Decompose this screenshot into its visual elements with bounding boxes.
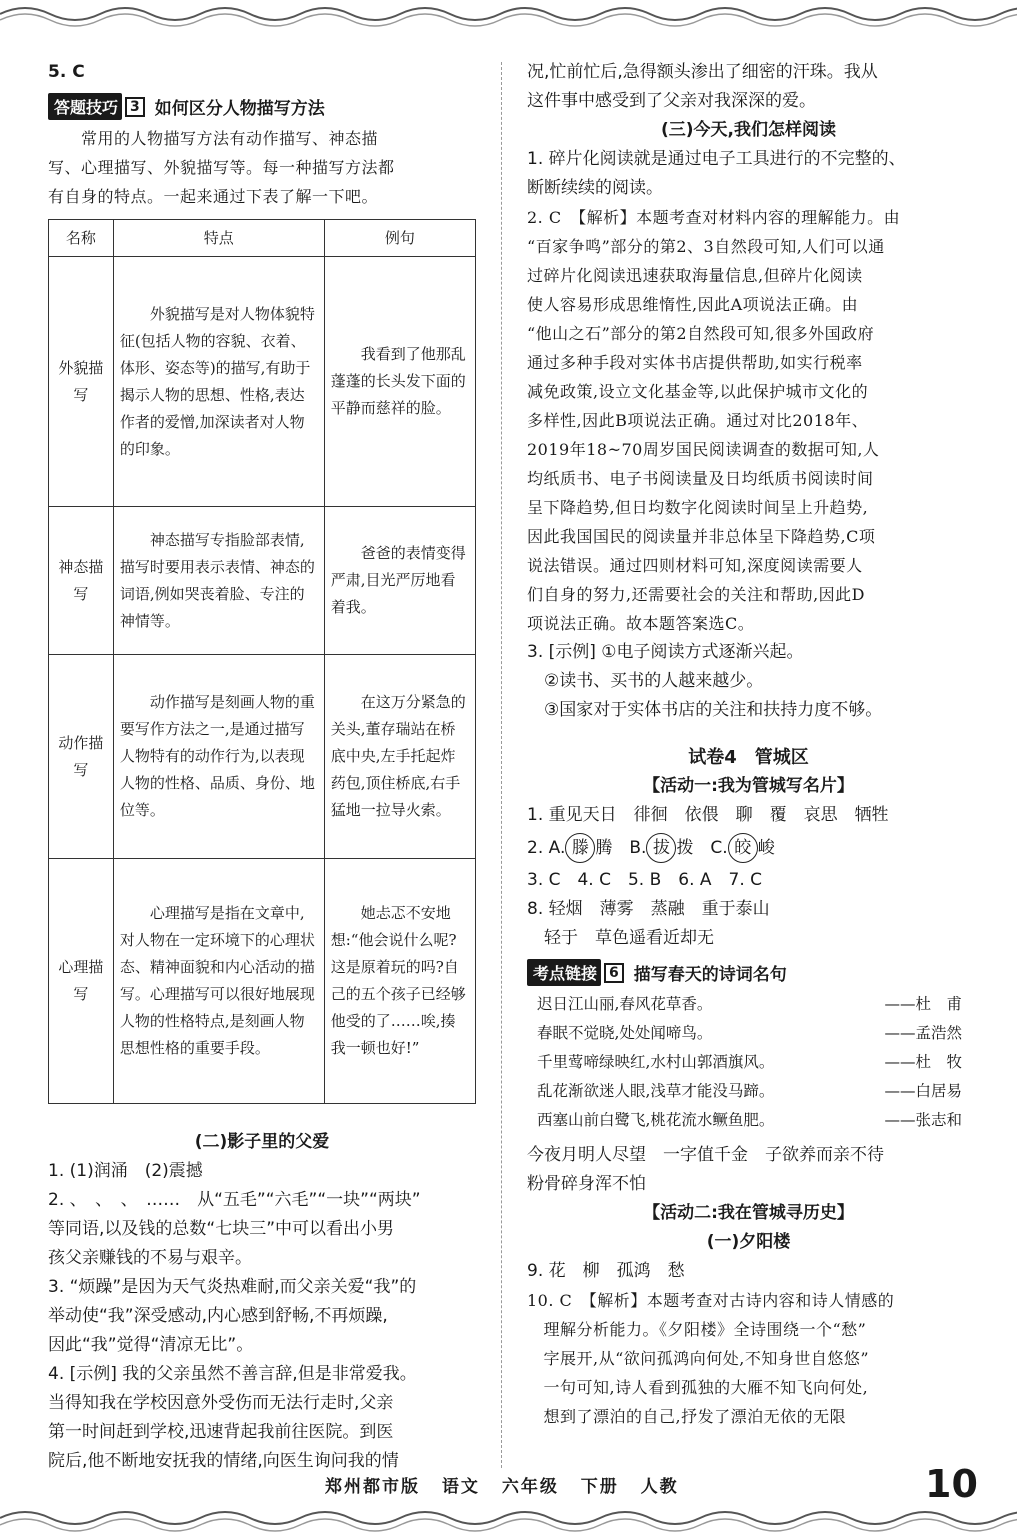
r-answer-1: 1. 碎片化阅读就是通过电子工具进行的不完整的、 断断续续的阅读。 bbox=[527, 149, 906, 198]
p-answer-8: 8. 轻烟 薄雾 蒸融 重于泰山 轻于 草色遥看近却无 bbox=[527, 899, 770, 948]
tip-tag: 考点链接 bbox=[527, 959, 601, 986]
circled-char: 皎 bbox=[728, 833, 758, 863]
answer-3: 3. “烦躁”是因为天气炎热难耐,而父亲关爱“我”的 举动使“我”深受感动,内心感到舒畅,不再烦躁, 因此“我”觉得“清凉无比”。 bbox=[48, 1277, 417, 1355]
activity1-title: 【活动一:我为管城写名片】 bbox=[643, 776, 854, 796]
poem-list bbox=[527, 990, 970, 1135]
tip-tag: 答题技巧 bbox=[48, 93, 122, 120]
tip-banner-3 bbox=[48, 93, 476, 120]
p-answer-10: 10. C 【解析】本题考查对古诗内容和诗人情感的 理解分析能力。《夕阳楼》全诗围绕一个“愁” 字展开,从“欲问孤鸿向何处,不知身世自悠悠” 一句可知,诗人看到孤独的大雁不知飞向何处, 想到了漂泊的自己,抒发了漂泊无依的无限 bbox=[527, 1291, 895, 1426]
description-methods-table bbox=[48, 219, 476, 1104]
row-name: 心理描写 bbox=[49, 859, 114, 1104]
table-row bbox=[49, 859, 476, 1104]
left-column bbox=[48, 58, 476, 1476]
activity2-title: 【活动二:我在管城寻历史】 bbox=[643, 1203, 854, 1223]
r-answer-3: 3. [示例] ①电子阅读方式逐渐兴起。 ②读书、买书的人越来越少。 ③国家对于实体书店的关注和扶持力度不够。 bbox=[527, 642, 883, 720]
answer-q5: 5. C bbox=[48, 62, 85, 82]
row-example: 她忐忑不安地想:“他会说什么呢?这是原着玩的吗?自己的五个孩子已经够他受的了……唉,揍我一顿也好!” bbox=[324, 859, 475, 1104]
p-answer-1: 1. 重见天日 徘徊 依偎 聊 覆 哀思 牺牲 bbox=[527, 805, 889, 825]
row-feature: 外貌描写是对人物体貌特征(包括人物的容貌、衣着、体形、姿态等)的描写,有助于揭示人物的思想、性格,表达作者的爱憎,加深读者对人物的印象。 bbox=[113, 257, 324, 507]
extra-quotes: 今夜月明人尽望 一字值千金 子欲养而亲不待 粉骨碎身浑不怕 bbox=[527, 1145, 884, 1194]
tip-title: 如何区分人物描写方法 bbox=[154, 99, 325, 119]
poem-line: 千里莺啼绿映红,水村山郭酒旗风。 ——杜 牧 bbox=[537, 1053, 962, 1071]
row-feature: 动作描写是刻画人物的重要写作方法之一,是通过描写人物特有的动作行为,以表现人物的性格、品质、身份、地位等。 bbox=[113, 655, 324, 859]
column-divider bbox=[501, 62, 502, 1468]
edition-meta: 郑州都市版 语文 六年级 下册 人教 bbox=[325, 1477, 679, 1497]
header-example: 例句 bbox=[324, 220, 475, 257]
row-example: 在这万分紧急的关头,董存瑞站在桥底中央,左手托起炸药包,顶住桥底,右手猛地一拉导火索。 bbox=[324, 655, 475, 859]
top-wave-border bbox=[0, 0, 1017, 28]
page-footer bbox=[0, 1462, 1017, 1506]
p-answer-9: 9. 花 柳 孤鸿 愁 bbox=[527, 1261, 685, 1281]
poem-line: 春眠不觉晓,处处闻啼鸟。 ——孟浩然 bbox=[537, 1024, 962, 1042]
row-example: 爸爸的表情变得严肃,目光严厉地看着我。 bbox=[324, 507, 475, 655]
answer-4-continued: 况,忙前忙后,急得额头渗出了细密的汗珠。我从 这件事中感受到了父亲对我深深的爱。 bbox=[527, 62, 878, 111]
circled-char: 滕 bbox=[565, 833, 595, 863]
poem-line: 乱花渐欲迷人眼,浅草才能没马蹄。 ——白居易 bbox=[537, 1082, 962, 1100]
right-column bbox=[527, 58, 970, 1431]
row-example: 我看到了他那乱蓬蓬的长头发下面的平静而慈祥的脸。 bbox=[324, 257, 475, 507]
row-name: 外貌描写 bbox=[49, 257, 114, 507]
subsection1-title: (一)夕阳楼 bbox=[706, 1232, 791, 1252]
answer-1: 1. (1)润涌 (2)震撼 bbox=[48, 1161, 203, 1181]
p-answer-3-7: 3. C 4. C 5. B 6. A 7. C bbox=[527, 870, 763, 890]
page-number: 10 bbox=[925, 1462, 978, 1506]
answer-2: 2. 、 、 、 …… 从“五毛”“六毛”“一块”“两块” 等同语,以及钱的总数“七块三”中可以看出小男 孩父亲赚钱的不易与艰辛。 bbox=[48, 1190, 421, 1268]
table-header-row bbox=[49, 220, 476, 257]
row-name: 动作描写 bbox=[49, 655, 114, 859]
table-row bbox=[49, 507, 476, 655]
circled-char: 拔 bbox=[646, 833, 676, 863]
tip-intro: 常用的人物描写方法有动作描写、神态描 写、心理描写、外貌描写等。每一种描写方法都 有自身的特点。一起来通过下表了解一下吧。 bbox=[48, 129, 395, 206]
tip-number: 6 bbox=[604, 963, 624, 983]
r-answer-2: 2. C 【解析】本题考查对材料内容的理解能力。由 “百家争鸣”部分的第2、3自然段可知,人们可以通 过碎片化阅读迅速获取海量信息,但碎片化阅读 使人容易形成思维惰性,因此A项说法正确。由 “他山之石”部分的第2自然段可知,很多外国政府 通过多种手段对实体书店提供帮助,如实行税率 减免政策,设立文化基金等,以此保护城市文化的 多样性,因此B项说法正确。通过对比2018年、 2019年18~70周岁国民阅读调查的数据可知,人 均纸质书、电子书阅读量及日均纸质书阅读时间 呈下降趋势,但日均数字化阅读时间呈上升趋势, 因此我国国民的阅读量并非总体呈下降趋势,C项 说法错误。通过四则材料可知,深度阅读需要人 们自身的努力,还需要社会的关注和帮助,因此D 项说法正确。故本题答案选C。 bbox=[527, 208, 901, 633]
tip-number: 3 bbox=[125, 97, 145, 117]
header-feature: 特点 bbox=[113, 220, 324, 257]
bottom-wave-border bbox=[0, 1508, 1017, 1536]
poem-line: 西塞山前白鹭飞,桃花流水鳜鱼肥。 ——张志和 bbox=[537, 1111, 962, 1129]
table-row bbox=[49, 257, 476, 507]
tip-title: 描写春天的诗词名句 bbox=[633, 965, 787, 985]
row-feature: 心理描写是指在文章中,对人物在一定环境下的心理状态、精神面貌和内心活动的描写。心理描写可以很好地展现人物的性格特点,是刻画人物思想性格的重要手段。 bbox=[113, 859, 324, 1104]
poem-line: 迟日江山丽,春风花草香。 ——杜 甫 bbox=[537, 995, 962, 1013]
p-answer-2: 2. A. 滕 腾 B. 拔 拨 C. 皎 峻 bbox=[527, 830, 970, 866]
section3-title: (三)今天,我们怎样阅读 bbox=[661, 120, 836, 140]
header-name: 名称 bbox=[49, 220, 114, 257]
row-feature: 神态描写专指脸部表情,描写时要用表示表情、神态的词语,例如哭丧着脸、专注的神情等。 bbox=[113, 507, 324, 655]
row-name: 神态描写 bbox=[49, 507, 114, 655]
section2-title: (二)影子里的父爱 bbox=[194, 1132, 330, 1152]
table-row bbox=[49, 655, 476, 859]
answer-4: 4. [示例] 我的父亲虽然不善言辞,但是非常爱我。 当得知我在学校因意外受伤而无法行走时,父亲 第一时间赶到学校,迅速背起我前往医院。到医 院后,他不断地安抚我的情绪,向医生询问我的情 bbox=[48, 1364, 417, 1471]
tip-banner-6 bbox=[527, 959, 970, 986]
paper-title: 试卷4 管城区 bbox=[688, 747, 809, 768]
